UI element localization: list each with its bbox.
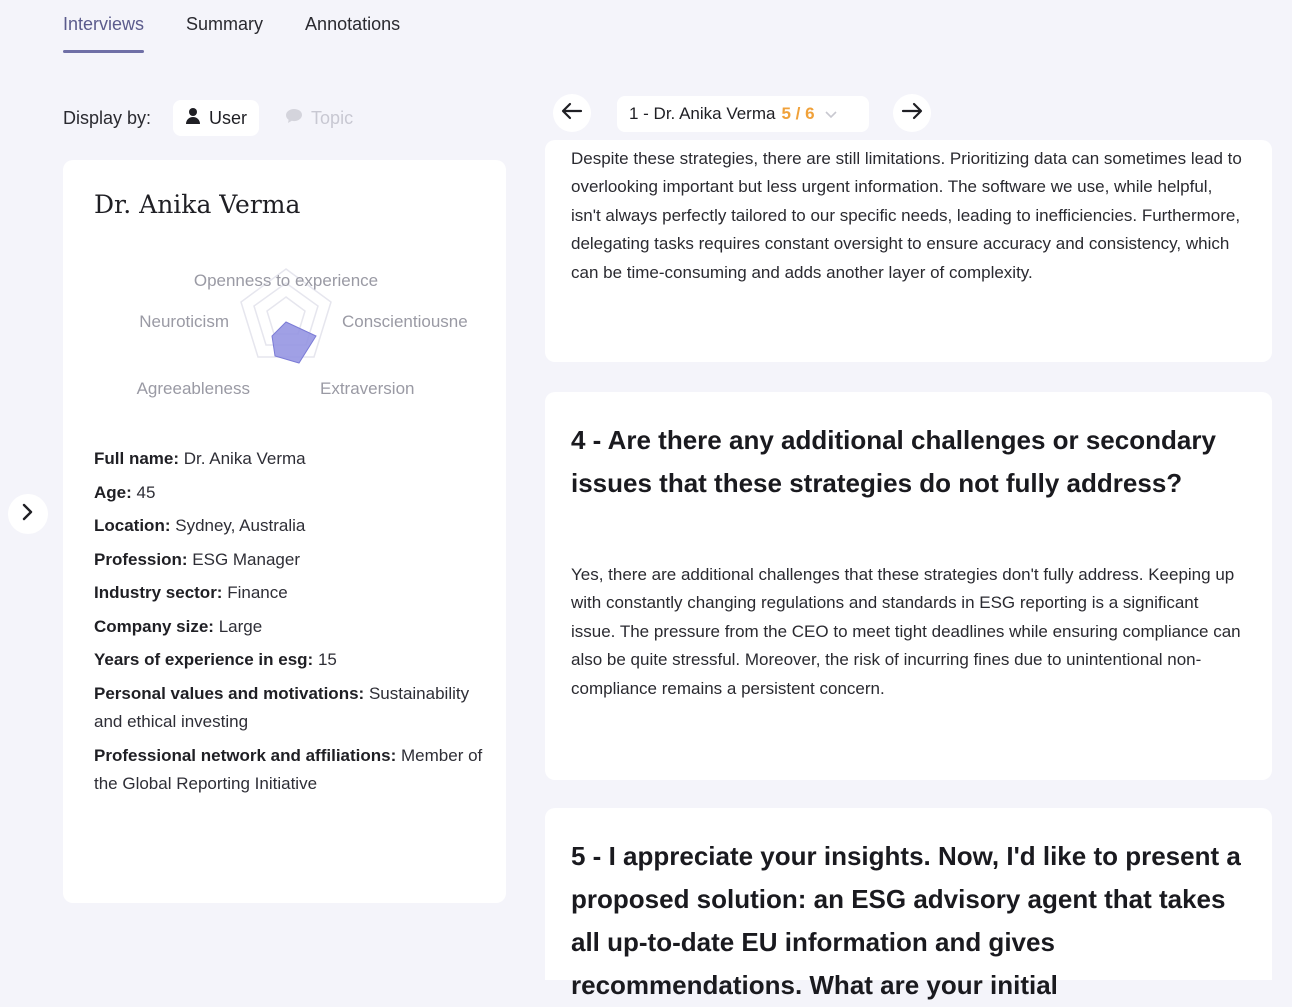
detail-value: Dr. Anika Verma xyxy=(183,449,306,468)
expand-sidebar-button[interactable] xyxy=(8,494,48,534)
detail-value: 45 xyxy=(136,482,156,502)
radar-label-conscientiousness: Conscientiousne xyxy=(342,312,468,331)
detail-key: Industry sector: xyxy=(94,583,223,602)
detail-years-experience xyxy=(94,646,484,675)
display-by-label: Display by: xyxy=(63,107,152,128)
display-by-control xyxy=(63,100,365,136)
display-by-user-label: User xyxy=(209,107,248,128)
detail-value: ESG Manager xyxy=(192,549,300,569)
chat-bubble-icon xyxy=(285,108,303,129)
tab-interviews[interactable]: Interviews xyxy=(63,14,144,53)
tab-bar xyxy=(63,14,400,53)
detail-key: Company size: xyxy=(94,616,214,636)
detail-value: 15 xyxy=(317,650,337,669)
detail-key: Years of experience in esg: xyxy=(94,650,314,669)
next-interview-button[interactable] xyxy=(893,94,931,132)
radar-label-extraversion: Extraversion xyxy=(320,379,415,398)
user-icon xyxy=(185,107,201,129)
interview-progress: 5 / 6 xyxy=(781,104,815,123)
qa-question: 5 - I appreciate your insights. Now, I'd like to present a proposed solution: an ESG advisory agent that takes all up-to-date EU information and gives recommendations. What are your initial xyxy=(571,841,1241,1000)
qa-card-5 xyxy=(545,808,1272,1000)
detail-key: Professional network and affiliations: xyxy=(94,745,397,765)
detail-age xyxy=(94,479,484,508)
detail-value: Finance xyxy=(227,583,288,602)
detail-key: Location: xyxy=(94,516,171,535)
detail-personal-values xyxy=(94,680,484,737)
tab-summary[interactable]: Summary xyxy=(186,14,264,34)
arrow-right-icon xyxy=(902,103,922,124)
detail-full-name xyxy=(94,445,484,474)
qa-card-3 xyxy=(545,140,1272,362)
detail-location xyxy=(94,512,484,541)
detail-value: Sustainability and ethical investing xyxy=(94,683,470,731)
detail-profession xyxy=(94,546,484,575)
detail-industry-sector xyxy=(94,579,484,608)
qa-answer: Yes, there are additional challenges that these strategies don't fully address. Keeping up with constantly changing regulations and standards in ESG reporting is a significant issue. The pressure from the CEO to meet tight deadlines while ensuring compliance can also be quite stressful. Moreover, the risk of incurring fines due to unintentional non-compliance remains a persistent concern. xyxy=(571,565,1241,698)
arrow-left-icon xyxy=(562,103,582,124)
qa-question: 4 - Are there any additional challenges or secondary issues that these strategies do not fully address? xyxy=(571,425,1216,498)
personality-radar-chart xyxy=(63,250,506,420)
interview-selector[interactable] xyxy=(617,96,869,132)
display-by-topic-label: Topic xyxy=(311,107,354,128)
persona-name: Dr. Anika Verma xyxy=(94,190,301,219)
tab-annotations[interactable]: Annotations xyxy=(305,14,401,34)
qa-answer: Despite these strategies, there are still limitations. Prioritizing data can sometimes lead to overlooking important but less urgent information. The software we use, while helpful, isn't always perfectly tailored to our specific needs, leading to inefficiencies. Furthermore, delegating tasks requires constant oversight to ensure accuracy and consistency, which can be time-consuming and adds another layer of complexity. xyxy=(571,149,1242,282)
persona-details xyxy=(94,445,484,804)
display-by-user-button[interactable] xyxy=(173,100,259,136)
persona-card xyxy=(63,160,506,903)
previous-interview-button[interactable] xyxy=(553,94,591,132)
detail-key: Profession: xyxy=(94,549,188,569)
detail-key: Personal values and motivations: xyxy=(94,683,365,703)
detail-key: Age: xyxy=(94,482,132,502)
detail-value: Sydney, Australia xyxy=(175,516,306,535)
display-by-topic-button[interactable] xyxy=(273,101,365,136)
radar-label-neuroticism: Neuroticism xyxy=(139,312,229,331)
selected-interview: 1 - Dr. Anika Verma xyxy=(629,104,776,123)
detail-key: Full name: xyxy=(94,449,180,468)
radar-label-agreeableness: Agreeableness xyxy=(136,379,250,398)
chevron-right-icon xyxy=(22,503,34,526)
detail-value: Member of the Global Reporting Initiative xyxy=(94,745,483,793)
qa-card-4 xyxy=(545,392,1272,780)
detail-value: Large xyxy=(218,616,263,636)
radar-label-openness: Openness to experience xyxy=(193,271,379,290)
chevron-down-icon xyxy=(825,104,837,124)
detail-company-size xyxy=(94,613,484,642)
detail-professional-network xyxy=(94,742,484,799)
